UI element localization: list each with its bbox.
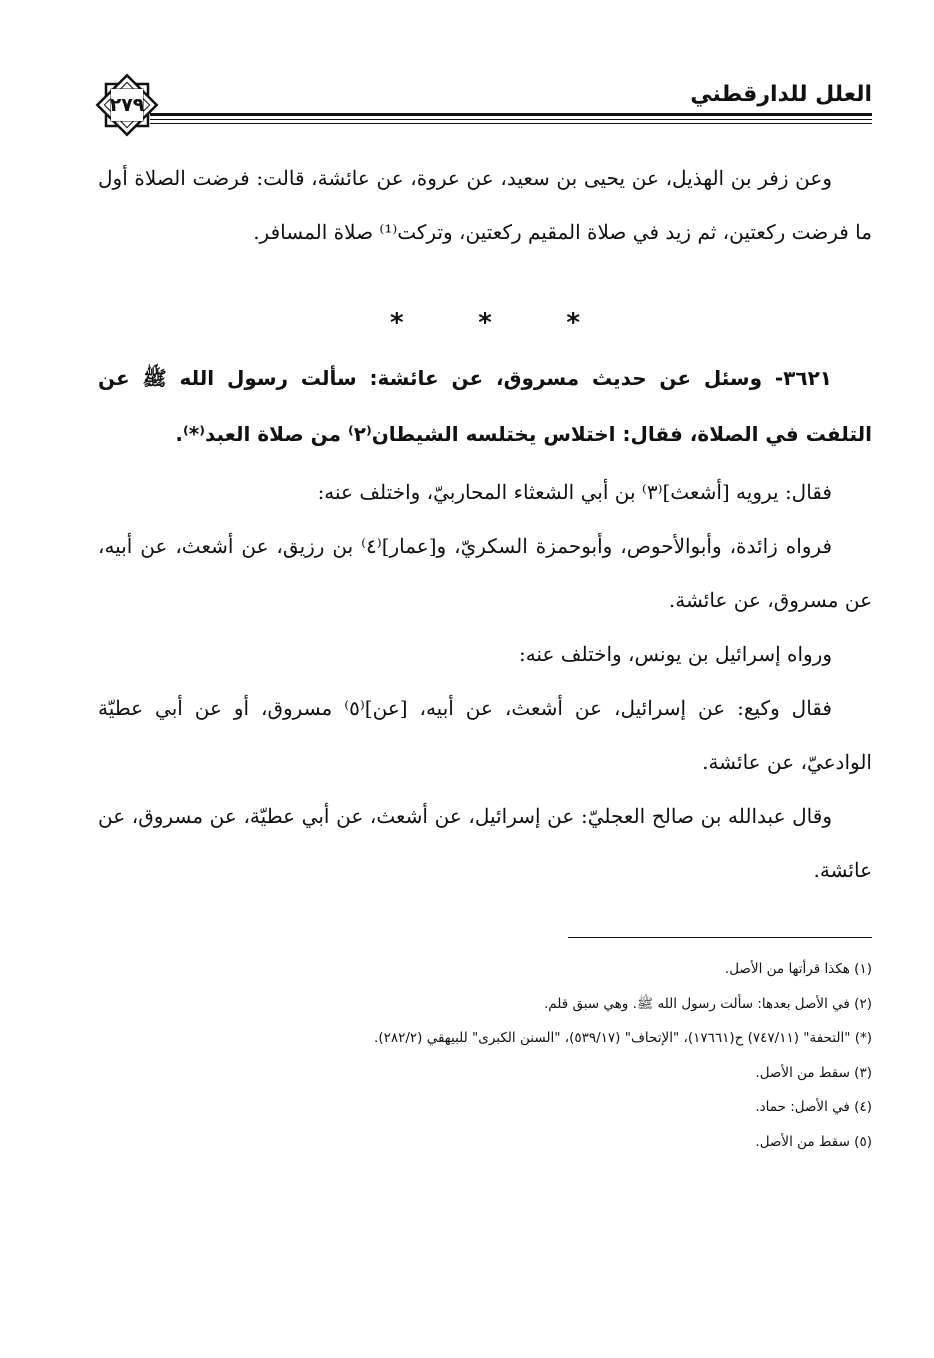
answer-paragraph: فقال وكيع: عن إسرائيل، عن أشعث، عن أبيه، [عن]⁽٥⁾ مسروق، أو عن أبي عطيّة الوادعيّ، عن عائشة. [98, 696, 872, 774]
header-rule-thin-2 [150, 123, 872, 124]
footnote: (*) "التحفة" (٧٤٧/١١) ح(١٧٦٦١)، "الإتحاف" (٥٣٩/١٧)، "السنن الكبرى" للبيهقي (٢٨٢/٢). [374, 1030, 872, 1046]
page-number-badge [94, 72, 160, 138]
entry-heading [98, 350, 872, 462]
answer-paragraph: وقال عبدالله بن صالح العجليّ: عن إسرائيل، عن أشعث، عن أبي عطيّة، عن مسروق، عن عائشة. [98, 804, 872, 882]
separator-star: * [566, 308, 580, 338]
footnote: (٣) سقط من الأصل. [755, 1064, 872, 1081]
running-header-title: العلل للدارقطني [690, 82, 872, 107]
answer-paragraph: ورواه إسرائيل بن يونس، واختلف عنه: [518, 642, 832, 666]
footnote-divider [568, 937, 872, 938]
footnote: (١) هكذا قرأتها من الأصل. [724, 961, 872, 977]
answer-block [98, 465, 872, 897]
header-rule-thick [150, 113, 872, 116]
footnote: (٢) في الأصل بعدها: سألت رسول الله ﷺ. وهي سبق قلم. [543, 995, 872, 1012]
answer-paragraph: فرواه زائدة، وأبوالأحوص، وأبوحمزة السكريّ، و[عمار]⁽٤⁾ بن رزيق، عن أشعث، عن أبيه، عن مسروق، عن عائشة. [98, 534, 872, 612]
header-rule-thin [150, 119, 872, 120]
section-separator [390, 308, 580, 338]
answer-paragraph: فقال: يرويه [أشعث]⁽٣⁾ بن أبي الشعثاء المحاربيّ، واختلف عنه: [317, 480, 832, 504]
continuation-block [98, 151, 872, 259]
footnotes [140, 952, 872, 1159]
footnote: (٥) سقط من الأصل. [755, 1133, 872, 1150]
page-number: ٢٧٩ [109, 94, 145, 116]
separator-star: * [478, 308, 492, 338]
continuation-paragraph: وعن زفر بن الهذيل، عن يحيى بن سعيد، عن عروة، عن عائشة، قالت: فرضت الصلاة أول ما فرضت ركعتين، ثم زيد في صلاة المقيم ركعتين، وتركت⁽¹⁾ صلاة المسافر. [98, 166, 872, 244]
separator-star: * [390, 308, 404, 338]
entry-question: ٣٦٢١- وسئل عن حديث مسروق، عن عائشة: سألت رسول الله ﷺ عن التلفت في الصلاة، فقال: اختلاس يختلسه الشيطان⁽٢⁾ من صلاة العبد⁽*⁾. [98, 366, 872, 446]
footnote: (٤) في الأصل: حماد. [755, 1099, 872, 1115]
